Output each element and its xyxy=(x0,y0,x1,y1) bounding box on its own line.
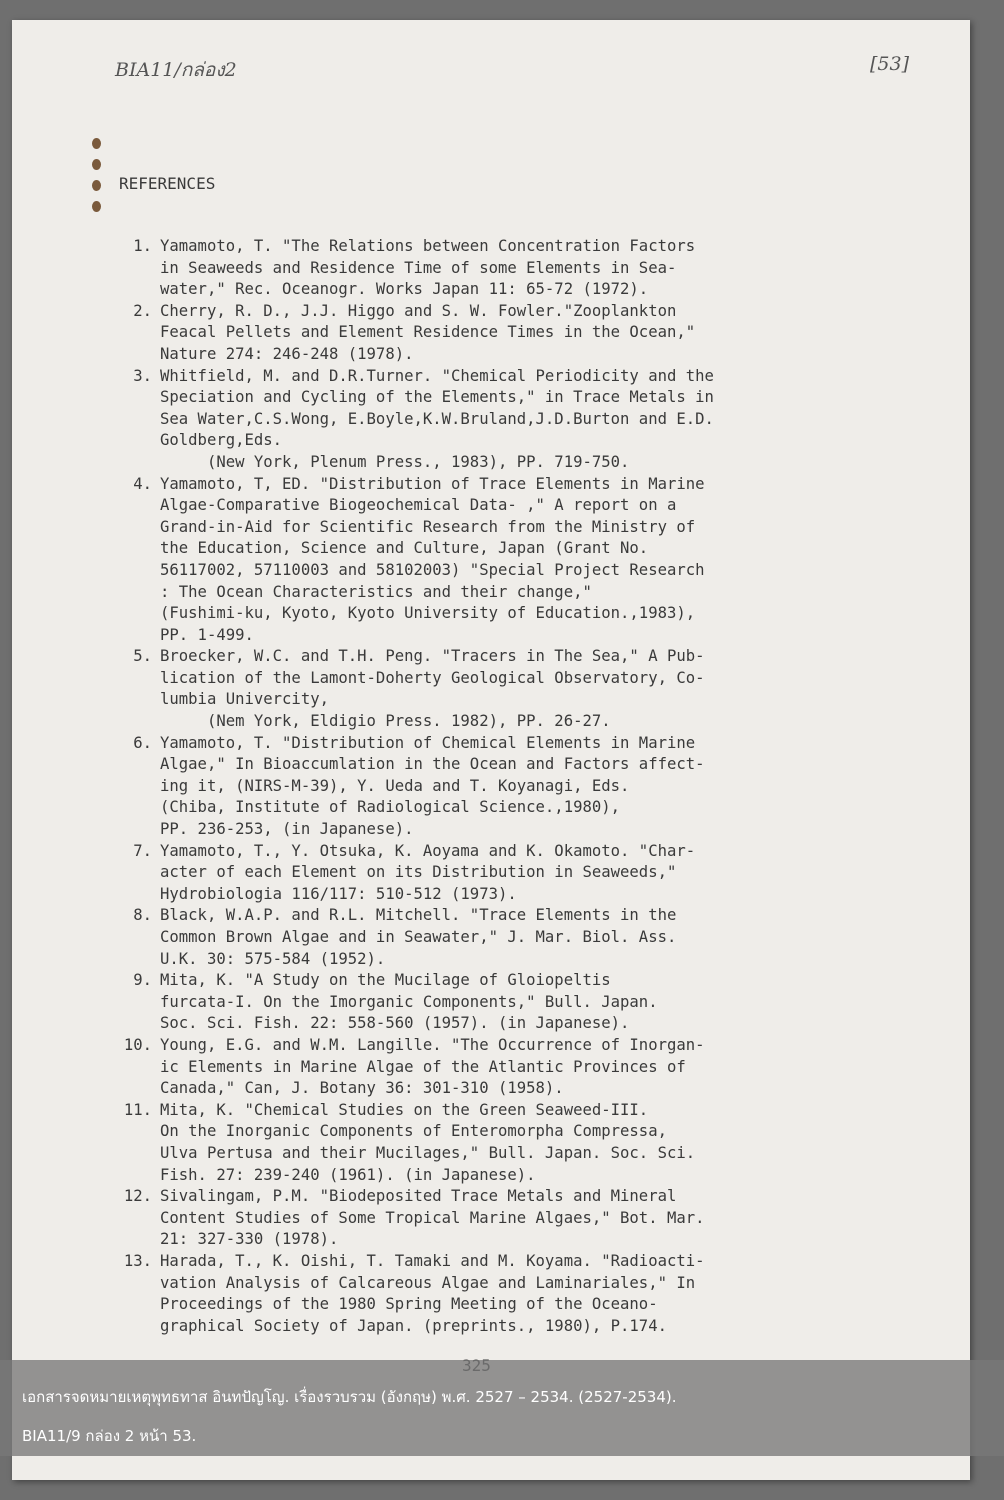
reference-text: Sivalingam, P.M. "Biodeposited Trace Metals and Mineral Content Studies of Some Tropical Marine Algaes," Bot. Mar. 21: 327-330 (1978). xyxy=(160,1187,705,1249)
archive-caption xyxy=(0,1360,1004,1456)
reference-text: Cherry, R. D., J.J. Higgo and S. W. Fowler."Zooplankton Feacal Pellets and Element Residence Times in the Ocean," Nature 274: 246-248 (1978). xyxy=(160,301,696,363)
reference-item xyxy=(112,1035,812,1100)
reference-item xyxy=(112,905,812,970)
references-list xyxy=(112,236,812,1337)
references-heading: REFERENCES xyxy=(119,174,216,193)
reference-number: 12. xyxy=(123,1187,152,1206)
handwritten-page-mark: [53] xyxy=(870,53,910,75)
reference-number: 13. xyxy=(123,1251,152,1270)
reference-number: 11. xyxy=(123,1100,152,1119)
reference-text: Broecker, W.C. and T.H. Peng. "Tracers in The Sea," A Pub- lication of the Lamont-Doherty Geological Observatory, Co- lumbia Univercity, (Nem York, Eldigio Press. 1982), PP. 26-27. xyxy=(160,647,705,731)
reference-text: Mita, K. "Chemical Studies on the Green Seaweed-III. On the Inorganic Components of Enteromorpha Compressa, Ulva Pertusa and their Mucilages," Bull. Japan. Soc. Sci. Fish. 27: 239-240 (1961). (in Japanese). xyxy=(160,1100,696,1184)
reference-text: Yamamoto, T, ED. "Distribution of Trace Elements in Marine Algae-Comparative Biogeochemical Data- ," A report on a Grand-in-Aid for Scientific Research from the Ministry of the Education, Science and Culture, Japan (Grant No. 56117002, 57110003 and 58102003) "Special Project Research : The Ocean Characteristics and their change," (Fushimi-ku, Kyoto, Kyoto University of Education.,1983), PP. 1-499. xyxy=(160,474,705,644)
reference-number: 5. xyxy=(133,647,152,666)
reference-item xyxy=(112,1186,812,1251)
reference-item xyxy=(112,366,812,474)
reference-text: Whitfield, M. and D.R.Turner. "Chemical Periodicity and the Speciation and Cycling of the Elements," in Trace Metals in Sea Water,C.S.Wong, E.Boyle,K.W.Bruland,J.D.Burton and E.D. Goldberg,Eds. (New York, Plenum Press., 1983), PP. 719-750. xyxy=(160,366,714,471)
punch-hole-icon xyxy=(92,159,101,170)
reference-item xyxy=(112,301,812,366)
reference-number: 7. xyxy=(133,841,152,860)
reference-item xyxy=(112,1100,812,1186)
reference-number: 4. xyxy=(133,474,152,493)
reference-text: Young, E.G. and W.M. Langille. "The Occurrence of Inorgan- ic Elements in Marine Algae of the Atlantic Provinces of Canada," Can, J. Botany 36: 301-310 (1958). xyxy=(160,1035,705,1098)
reference-text: Yamamoto, T. "Distribution of Chemical Elements in Marine Algae," In Bioaccumlation in the Ocean and Factors affect- ing it, (NIRS-M-39), Y. Ueda and T. Koyanagi, Eds. (Chiba, Institute of Radiological Science.,1980), PP. 236-253, (in Japanese). xyxy=(160,733,705,839)
reference-item xyxy=(112,1251,812,1337)
document-page xyxy=(12,20,970,1480)
reference-number: 6. xyxy=(133,733,152,752)
reference-number: 9. xyxy=(133,971,152,990)
caption-line-2: BIA11/9 กล่อง 2 หน้า 53. xyxy=(22,1427,197,1445)
punch-hole-icon xyxy=(92,201,101,212)
reference-item xyxy=(112,970,812,1035)
reference-number: 2. xyxy=(133,301,152,320)
binding-holes xyxy=(92,138,101,222)
reference-item xyxy=(112,236,812,301)
reference-item xyxy=(112,474,812,647)
caption-line-1: เอกสารจดหมายเหตุพุทธทาส อินทปัญโญ. เรื่องรวบรวม (อังกฤษ) พ.ศ. 2527 – 2534. (2527-2534). xyxy=(22,1388,677,1406)
reference-text: Black, W.A.P. and R.L. Mitchell. "Trace Elements in the Common Brown Algae and in Seawater," J. Mar. Biol. Ass. U.K. 30: 575-584 (1952). xyxy=(160,906,677,968)
reference-item xyxy=(112,733,812,841)
punch-hole-icon xyxy=(92,138,101,149)
reference-number: 3. xyxy=(133,366,152,385)
punch-hole-icon xyxy=(92,180,101,191)
reference-text: Yamamoto, T. "The Relations between Concentration Factors in Seaweeds and Residence Time of some Elements in Sea- water," Rec. Oceanogr. Works Japan 11: 65-72 (1972). xyxy=(160,237,696,299)
reference-number: 8. xyxy=(133,906,152,925)
reference-text: Harada, T., K. Oishi, T. Tamaki and M. Koyama. "Radioacti- vation Analysis of Calcareous Algae and Laminariales," In Proceedings of the 1980 Spring Meeting of the Oceano- graphical Society of Japan. (preprints., 1980), P.174. xyxy=(160,1251,705,1335)
reference-text: Mita, K. "A Study on the Mucilage of Gloiopeltis furcata-I. On the Imorganic Components," Bull. Japan. Soc. Sci. Fish. 22: 558-560 (1957). (in Japanese). xyxy=(160,971,658,1033)
reference-item xyxy=(112,841,812,906)
reference-number: 1. xyxy=(133,237,152,255)
reference-item xyxy=(112,646,812,732)
handwritten-archive-code: BIA11/กล่อง2 xyxy=(115,59,237,81)
reference-text: Yamamoto, T., Y. Otsuka, K. Aoyama and K. Okamoto. "Char- acter of each Element on its Distribution in Seaweeds," Hydrobiologia 116/117: 510-512 (1973). xyxy=(160,841,696,903)
reference-number: 10. xyxy=(123,1035,152,1054)
